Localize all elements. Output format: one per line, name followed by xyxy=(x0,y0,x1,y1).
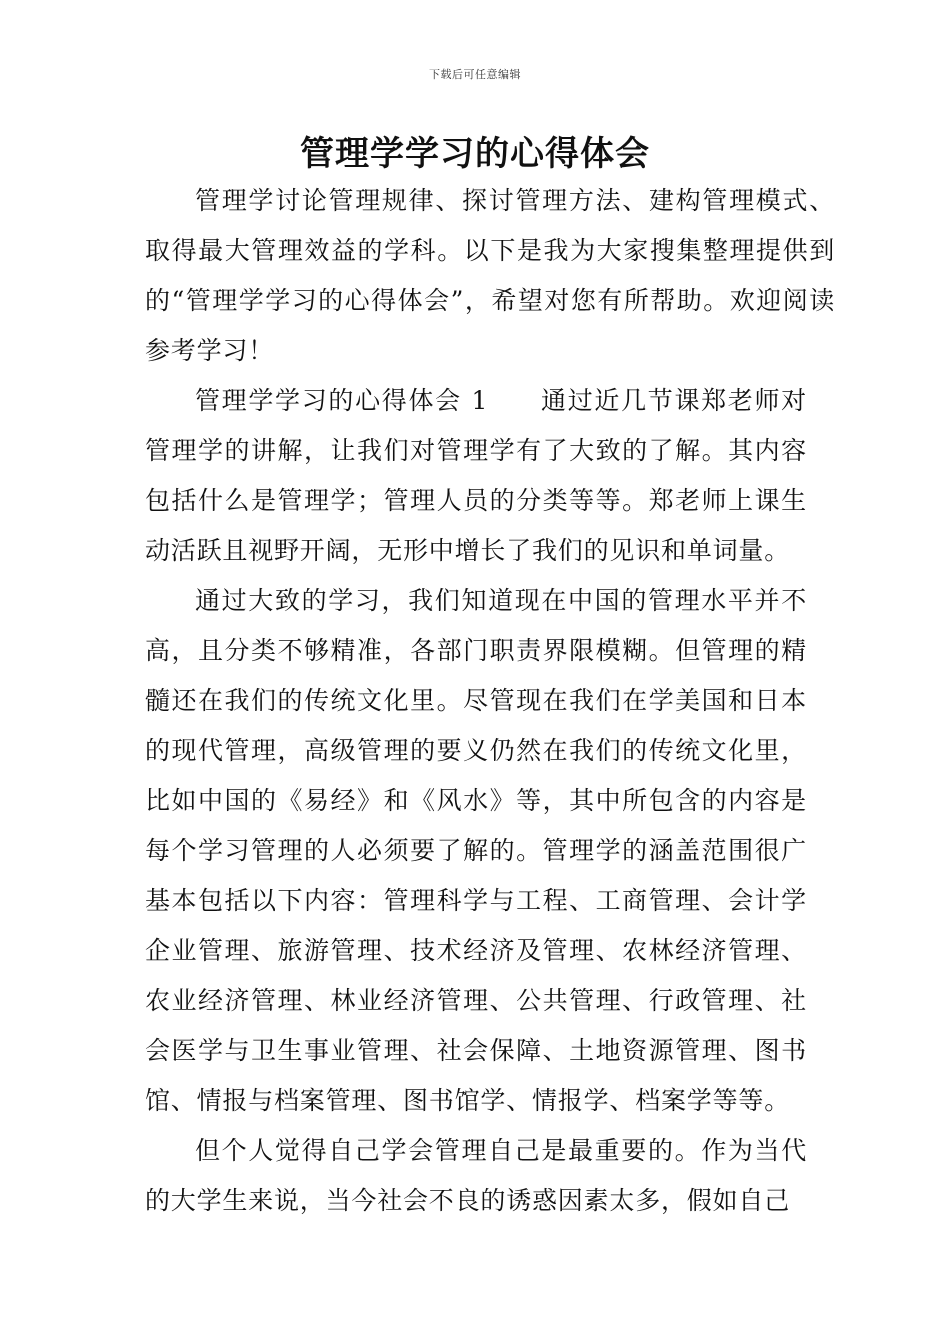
section-1-text: 通过近几节课郑老师对管理学的讲解，让我们对管理学有了大致的了解。其内容包括什么是管理学；管理人员的分类等等。郑老师上课生动活跃且视野开阔，无形中增长了我们的见识和单词量。 xyxy=(145,386,807,565)
header-note: 下载后可任意编辑 xyxy=(429,68,521,81)
document-body xyxy=(145,176,835,1226)
body-paragraph-3: 但个人觉得自己学会管理自己是最重要的。作为当代的大学生来说，当今社会不良的诱惑因素太多，假如自己 xyxy=(145,1136,807,1215)
section-heading: 管理学学习的心得体会 1 xyxy=(195,386,489,415)
document-title: 管理学学习的心得体会 xyxy=(300,134,650,174)
body-paragraph-2: 通过大致的学习，我们知道现在中国的管理水平并不高，且分类不够精准，各部门职责界限模糊。但管理的精髓还在我们的传统文化里。尽管现在我们在学美国和日本的现代管理，高级管理的要义仍然在我们的传统文化里，比如中国的《易经》和《风水》等，其中所包含的内容是每个学习管理的人必须要了解的。管理学的涵盖范围很广基本包括以下内容：管理科学与工程、工商管理、会计学企业管理、旅游管理、技术经济及管理、农林经济管理、农业经济管理、林业经济管理、公共管理、行政管理、社会医学与卫生事业管理、社会保障、土地资源管理、图书馆、情报与档案管理、图书馆学、情报学、档案学等等。 xyxy=(145,586,807,1115)
intro-paragraph: 管理学讨论管理规律、探讨管理方法、建构管理模式、取得最大管理效益的学科。以下是我为大家搜集整理提供到的“管理学学习的心得体会”，希望对您有所帮助。欢迎阅读参考学习！ xyxy=(145,186,835,365)
section-1-paragraph xyxy=(145,376,807,576)
